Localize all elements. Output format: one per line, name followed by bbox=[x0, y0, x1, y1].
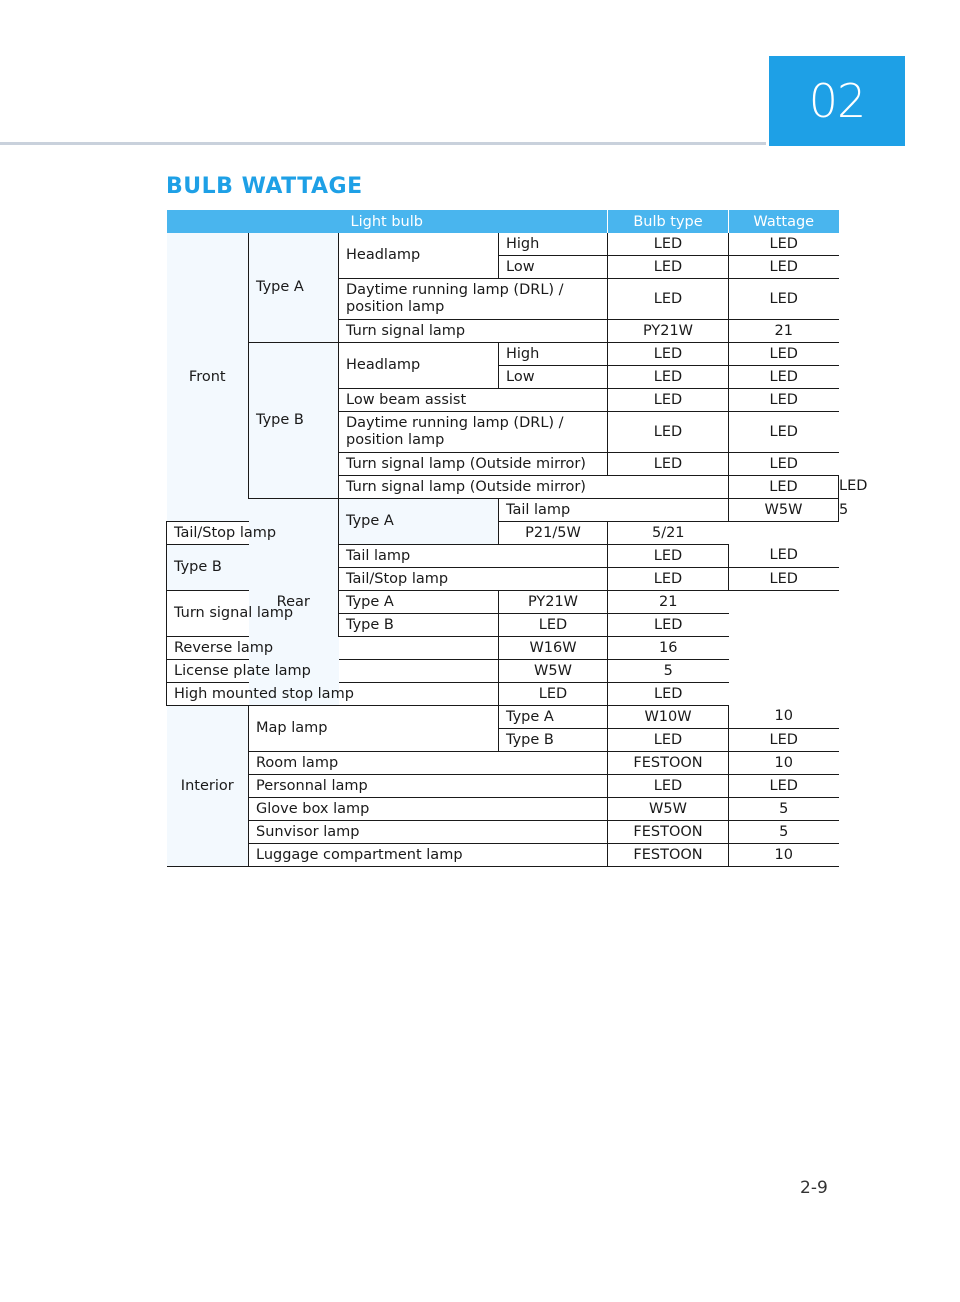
bulb-type-cell: LED bbox=[499, 683, 608, 706]
bulb-type-cell: FESTOON bbox=[608, 752, 729, 775]
bulb-type-cell: W5W bbox=[608, 798, 729, 821]
wattage-cell: LED bbox=[608, 683, 729, 706]
table-row: Turn signal lamp (Outside mirror) LED LED bbox=[167, 476, 839, 499]
bulb-type-cell: LED bbox=[608, 453, 729, 476]
wattage-cell: 5/21 bbox=[608, 522, 729, 545]
wattage-cell: LED bbox=[729, 453, 839, 476]
front-type-b: Type B bbox=[249, 343, 339, 499]
table-row bbox=[167, 637, 839, 660]
col-header-light-bulb: Light bulb bbox=[167, 210, 608, 233]
table-row bbox=[167, 522, 839, 545]
bulb-type-cell: LED bbox=[608, 366, 729, 389]
bulb-type-cell: LED bbox=[608, 279, 729, 320]
row-label: Personnal lamp bbox=[249, 775, 608, 798]
bulb-type-cell: W5W bbox=[729, 499, 839, 522]
row-label: Tail/Stop lamp bbox=[339, 568, 608, 591]
row-label: Type B bbox=[499, 729, 608, 752]
wattage-cell: 10 bbox=[729, 706, 839, 729]
bulb-type-cell: LED bbox=[608, 233, 729, 256]
row-label: Type B bbox=[339, 614, 499, 637]
wattage-cell: 5 bbox=[608, 660, 729, 683]
row-label: Turn signal lamp (Outside mirror) bbox=[339, 476, 729, 499]
table-row bbox=[167, 706, 839, 729]
table-row bbox=[167, 683, 839, 706]
wattage-cell: 16 bbox=[608, 637, 729, 660]
table-row bbox=[167, 821, 839, 844]
table-row bbox=[167, 775, 839, 798]
row-label: Daytime running lamp (DRL) / position lamp bbox=[339, 279, 608, 320]
bulb-type-cell: LED bbox=[608, 775, 729, 798]
front-a-headlamp: Headlamp bbox=[339, 233, 499, 279]
row-label: Luggage compartment lamp bbox=[249, 844, 608, 867]
wattage-cell: LED bbox=[729, 775, 839, 798]
bulb-type-cell: PY21W bbox=[499, 591, 608, 614]
table-row bbox=[167, 343, 839, 366]
wattage-cell: 10 bbox=[729, 752, 839, 775]
wattage-cell: 5 bbox=[729, 821, 839, 844]
table-row bbox=[167, 591, 839, 614]
bulb-type-cell: LED bbox=[729, 476, 839, 499]
wattage-cell: LED bbox=[729, 343, 839, 366]
table-row: Rear Type A Tail lamp W5W 5 bbox=[167, 499, 839, 522]
row-label: High bbox=[499, 343, 608, 366]
row-label: High mounted stop lamp bbox=[167, 683, 499, 706]
bulb-type-cell: LED bbox=[608, 389, 729, 412]
wattage-cell: 21 bbox=[729, 320, 839, 343]
row-label: Turn signal lamp bbox=[339, 320, 608, 343]
bulb-type-cell: LED bbox=[608, 568, 729, 591]
table-header-row bbox=[167, 210, 839, 233]
front-b-headlamp: Headlamp bbox=[339, 343, 499, 389]
table-row bbox=[167, 844, 839, 867]
wattage-cell: LED bbox=[729, 366, 839, 389]
row-label: Type A bbox=[339, 591, 499, 614]
bulb-type-cell: FESTOON bbox=[608, 844, 729, 867]
row-label: Sunvisor lamp bbox=[249, 821, 608, 844]
bulb-type-cell: LED bbox=[608, 545, 729, 568]
group-rear: Rear bbox=[249, 499, 339, 706]
wattage-cell: 5 bbox=[729, 798, 839, 821]
table-row bbox=[167, 660, 839, 683]
row-label: Tail lamp bbox=[339, 545, 608, 568]
row-label: License plate lamp bbox=[167, 660, 499, 683]
rear-type-a: Type A bbox=[339, 499, 499, 545]
front-type-a: Type A bbox=[249, 233, 339, 343]
bulb-type-cell: W16W bbox=[499, 637, 608, 660]
row-label: Low bbox=[499, 256, 608, 279]
rear-turn-signal: Turn signal lamp bbox=[167, 591, 339, 637]
row-label: Low beam assist bbox=[339, 389, 608, 412]
table-row bbox=[167, 752, 839, 775]
wattage-cell: LED bbox=[608, 614, 729, 637]
wattage-cell: LED bbox=[729, 412, 839, 453]
col-header-wattage: Wattage bbox=[729, 210, 839, 233]
header-rule bbox=[0, 142, 766, 145]
col-header-bulb-type: Bulb type bbox=[608, 210, 729, 233]
wattage-cell: LED bbox=[729, 233, 839, 256]
table-row bbox=[167, 233, 839, 256]
row-label: Daytime running lamp (DRL) / position lamp bbox=[339, 412, 608, 453]
interior-map-lamp: Map lamp bbox=[249, 706, 499, 752]
wattage-cell: LED bbox=[729, 389, 839, 412]
group-interior: Interior bbox=[167, 706, 249, 867]
row-label: Reverse lamp bbox=[167, 637, 499, 660]
bulb-type-cell: PY21W bbox=[608, 320, 729, 343]
bulb-type-cell: W5W bbox=[499, 660, 608, 683]
bulb-type-cell: LED bbox=[608, 256, 729, 279]
wattage-cell: 10 bbox=[729, 844, 839, 867]
chapter-tab: 02 bbox=[769, 56, 905, 146]
bulb-type-cell: P21/5W bbox=[499, 522, 608, 545]
bulb-type-cell: LED bbox=[499, 614, 608, 637]
bulb-type-cell: LED bbox=[608, 343, 729, 366]
bulb-type-cell: LED bbox=[608, 729, 729, 752]
wattage-cell: LED bbox=[729, 568, 839, 591]
rear-type-b: Type B bbox=[167, 545, 249, 591]
row-label: Type A bbox=[499, 706, 608, 729]
row-label: High bbox=[499, 233, 608, 256]
wattage-cell: LED bbox=[729, 256, 839, 279]
wattage-cell: LED bbox=[729, 545, 839, 568]
wattage-cell: LED bbox=[729, 279, 839, 320]
wattage-cell: 21 bbox=[608, 591, 729, 614]
row-label: Room lamp bbox=[249, 752, 608, 775]
bulb-type-cell: W10W bbox=[608, 706, 729, 729]
wattage-cell: LED bbox=[729, 729, 839, 752]
row-label: Tail lamp bbox=[499, 499, 729, 522]
section-title: BULB WATTAGE bbox=[166, 174, 363, 199]
bulb-type-cell: LED bbox=[608, 412, 729, 453]
row-label: Turn signal lamp (Outside mirror) bbox=[339, 453, 608, 476]
row-label: Glove box lamp bbox=[249, 798, 608, 821]
group-front: Front bbox=[167, 233, 249, 522]
page-number: 2-9 bbox=[800, 1178, 828, 1198]
table-row bbox=[167, 798, 839, 821]
bulb-wattage-table bbox=[166, 210, 868, 867]
bulb-type-cell: FESTOON bbox=[608, 821, 729, 844]
row-label: Tail/Stop lamp bbox=[167, 522, 339, 545]
row-label: Low bbox=[499, 366, 608, 389]
